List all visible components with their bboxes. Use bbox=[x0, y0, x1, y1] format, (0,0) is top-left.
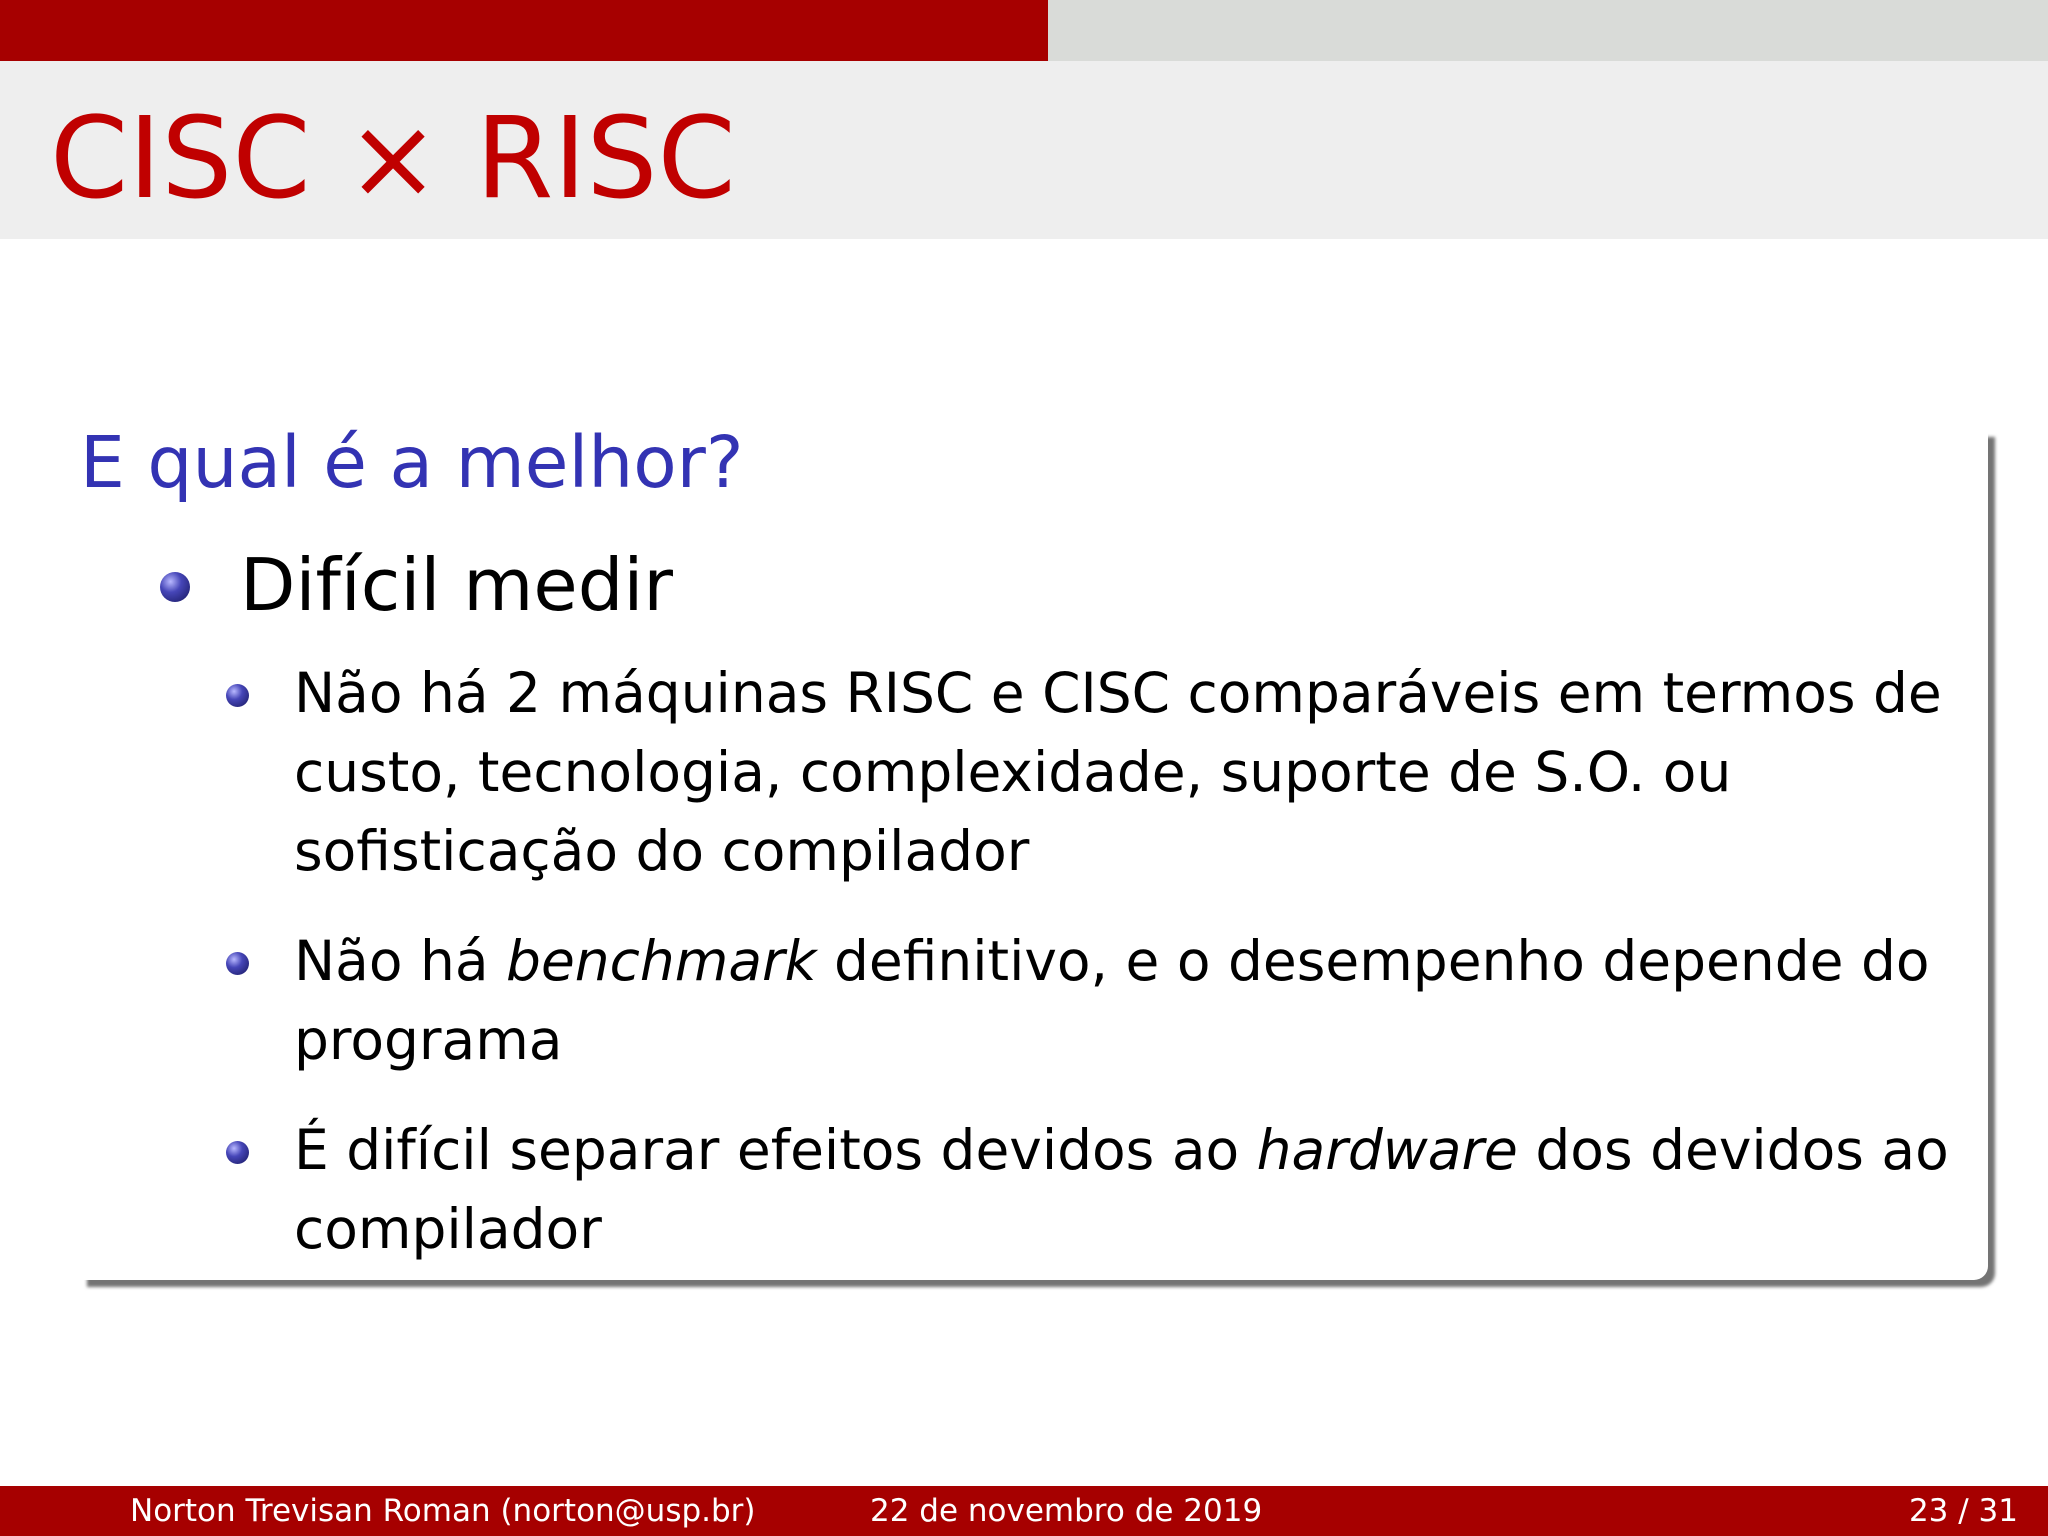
footer-author: Norton Trevisan Roman (norton@usp.br) bbox=[130, 1493, 756, 1529]
block-title: E qual é a melhor? bbox=[80, 421, 744, 504]
emphasis-term: hardware bbox=[1256, 1118, 1518, 1182]
bullet-ball-icon bbox=[160, 572, 190, 602]
sub-bullet-segment: É difícil separar efeitos devidos ao bbox=[294, 1118, 1257, 1182]
bullet-ball-icon bbox=[226, 1141, 249, 1164]
bullet-item bbox=[160, 540, 1960, 630]
sub-bullet-segment: definitivo, e o desempenho depende do programa bbox=[294, 929, 1930, 1072]
sub-bullet-item bbox=[226, 1111, 1966, 1269]
bullet-ball-icon bbox=[226, 684, 249, 707]
bullet-ball-icon bbox=[226, 952, 249, 975]
sub-bullet-text bbox=[294, 922, 1966, 1080]
emphasis-term: benchmark bbox=[506, 929, 817, 993]
sub-bullet-segment: Não há 2 máquinas RISC e CISC comparáveis em termos de custo, tecnologia, complexidade, suporte de S.O. ou sofisticação do compilador bbox=[294, 661, 1942, 883]
progress-fill bbox=[0, 0, 1048, 61]
slide-title: CISC × RISC bbox=[50, 94, 736, 224]
footer-bar bbox=[0, 1486, 2048, 1536]
sub-bullet-segment: Não há bbox=[294, 929, 507, 993]
sub-bullet-item bbox=[226, 654, 1966, 891]
sub-bullet-text bbox=[294, 1111, 1966, 1269]
sub-bullet-segment: dos devidos ao compilador bbox=[294, 1118, 1949, 1261]
sub-bullet-item bbox=[226, 922, 1966, 1080]
footer-date: 22 de novembro de 2019 bbox=[870, 1493, 1263, 1529]
sub-bullet-text bbox=[294, 654, 1966, 891]
bullet-item-text: Difícil medir bbox=[240, 543, 674, 627]
footer-page-number: 23 / 31 bbox=[1908, 1493, 2018, 1529]
progress-track bbox=[0, 0, 2048, 61]
